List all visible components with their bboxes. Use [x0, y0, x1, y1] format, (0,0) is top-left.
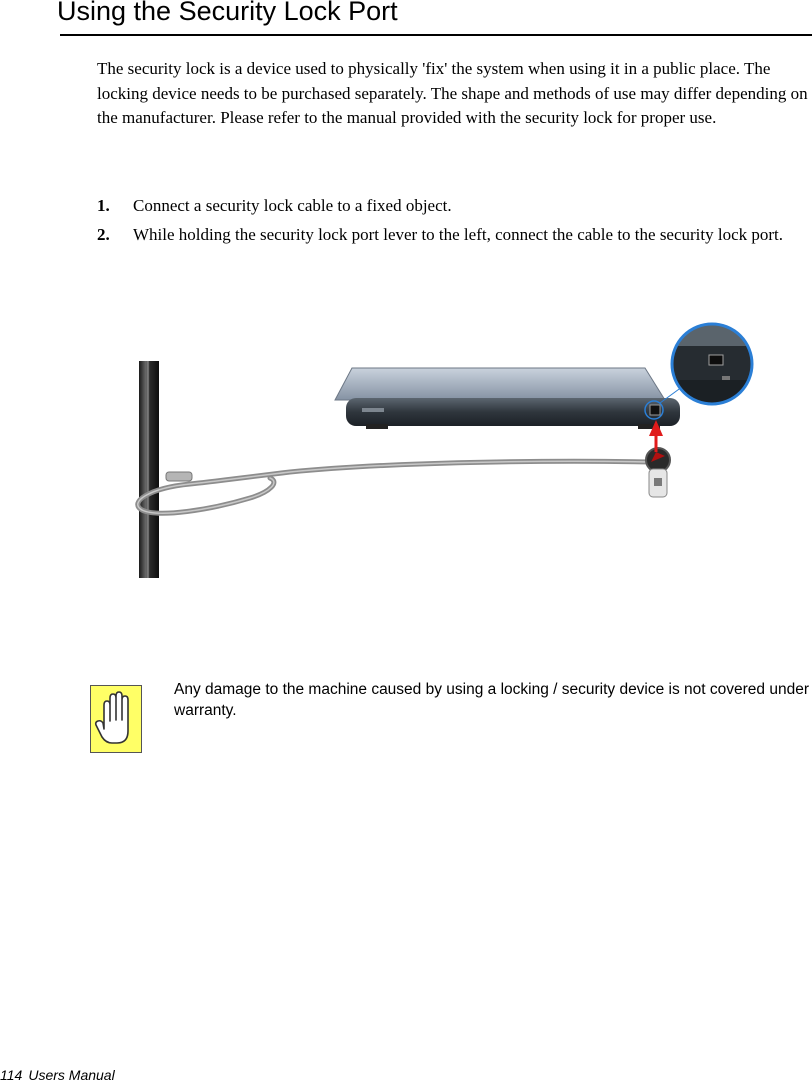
step-text: While holding the security lock port lever to the left, connect the cable to the security lock port.	[133, 224, 784, 244]
steps-list	[97, 194, 812, 251]
caution-hand-icon	[90, 685, 142, 753]
step-item	[97, 223, 812, 248]
step-number: 1.	[97, 196, 110, 215]
manual-title: Users Manual	[28, 1067, 115, 1083]
caution-text: Any damage to the machine caused by using a locking / security device is not covered under warranty.	[174, 681, 810, 719]
page-number: 114	[0, 1067, 23, 1083]
step-number: 2.	[97, 224, 110, 244]
cable-lock	[646, 448, 670, 497]
step-text: Connect a security lock cable to a fixed object.	[133, 196, 452, 215]
title-rule	[60, 34, 812, 36]
page-title: Using the Security Lock Port	[57, 0, 398, 26]
step-item	[97, 194, 812, 219]
zoom-detail	[670, 318, 760, 410]
intro-paragraph: The security lock is a device used to physically 'fix' the system when using it in a public place. The locking device needs to be purchased separately. The shape and methods of use may differ depending on the manufacturer. Please refer to the manual provided with the security lock for proper use.	[97, 59, 808, 127]
page-footer	[0, 1067, 115, 1083]
pole	[139, 361, 159, 578]
security-lock-illustration	[130, 312, 762, 578]
security-cable	[138, 461, 650, 513]
laptop	[335, 368, 680, 429]
